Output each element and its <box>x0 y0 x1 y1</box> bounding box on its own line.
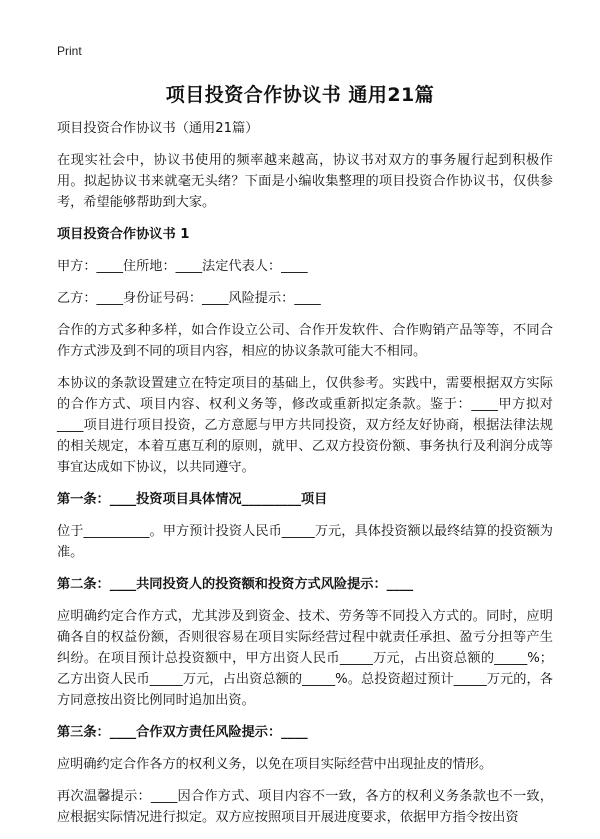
party-b-line: 乙方：____身份证号码：____风险提示：____ <box>57 291 321 306</box>
document-subtitle: 项目投资合作协议书（通用21篇） <box>57 121 259 136</box>
section-heading: 项目投资合作协议书 1 <box>57 227 190 242</box>
article-3-heading: 第三条：____合作双方责任风险提示：____ <box>57 725 308 740</box>
article-3-text: 应明确约定合作各方的权利义务，以免在项目实际经营中出现扯皮的情形。 <box>57 757 493 772</box>
print-link[interactable]: Print <box>57 44 82 58</box>
cooperation-paragraph: 合作的方式多种多样，如合作设立公司、合作开发软件、合作购销产品等等，不同合作方式涉及到不同的项目内容，相应的协议条款可能大不相同。 <box>57 323 553 359</box>
article-2-heading: 第二条：____共同投资人的投资额和投资方式风险提示：____ <box>57 577 414 592</box>
document-body <box>57 118 553 839</box>
page-title: 项目投资合作协议书 通用21篇 <box>165 84 435 106</box>
party-a-line: 甲方：____住所地：____法定代表人：____ <box>57 259 308 274</box>
article-1-text: 位于__________。甲方预计投资人民币_____万元，具体投资额以最终结算的投资额为准。 <box>57 524 553 560</box>
reminder-paragraph: 再次温馨提示：____因合作方式、项目内容不一致，各方的权利义务条款也不一致，应根据实际情况进行拟定。双方应按照项目开展进度要求，依据甲方指令按出资 <box>57 789 553 825</box>
clause-note-paragraph: 本协议的条款设置建立在特定项目的基础上，仅供参考。实践中，需要根据双方实际的合作方式、项目内容、权利义务等，修改或重新拟定条款。鉴于：____甲方拟对____项目进行项目投资，乙方意愿与甲方共同投资，双方经友好协商，根据法律法规的相关规定，本着互惠互利的原则，就甲、乙双方投资份额、事务执行及利润分成等事宜达成如下协议，以共同遵守。 <box>57 376 553 475</box>
article-1-heading: 第一条：____投资项目具体情况_________项目 <box>57 492 328 507</box>
intro-paragraph: 在现实社会中，协议书使用的频率越来越高，协议书对双方的事务履行起到积极作用。拟起协议书来就毫无头绪？下面是小编收集整理的项目投资合作协议书，仅供参考，希望能够帮助到大家。 <box>57 153 553 210</box>
article-2-text: 应明确约定合作方式，尤其涉及到资金、技术、劳务等不同投入方式的。同时，应明确各自的权益份额，否则很容易在项目实际经营过程中就责任承担、盈亏分担等产生纠纷。在项目预计总投资额中，甲方出资人民币_____万元，占出资总额的_____%；乙方出资人民币_____万元，占出资总额的_____%。总投资超过预计_____万元的，各方同意按出资比例同时追加出资。 <box>57 609 553 708</box>
